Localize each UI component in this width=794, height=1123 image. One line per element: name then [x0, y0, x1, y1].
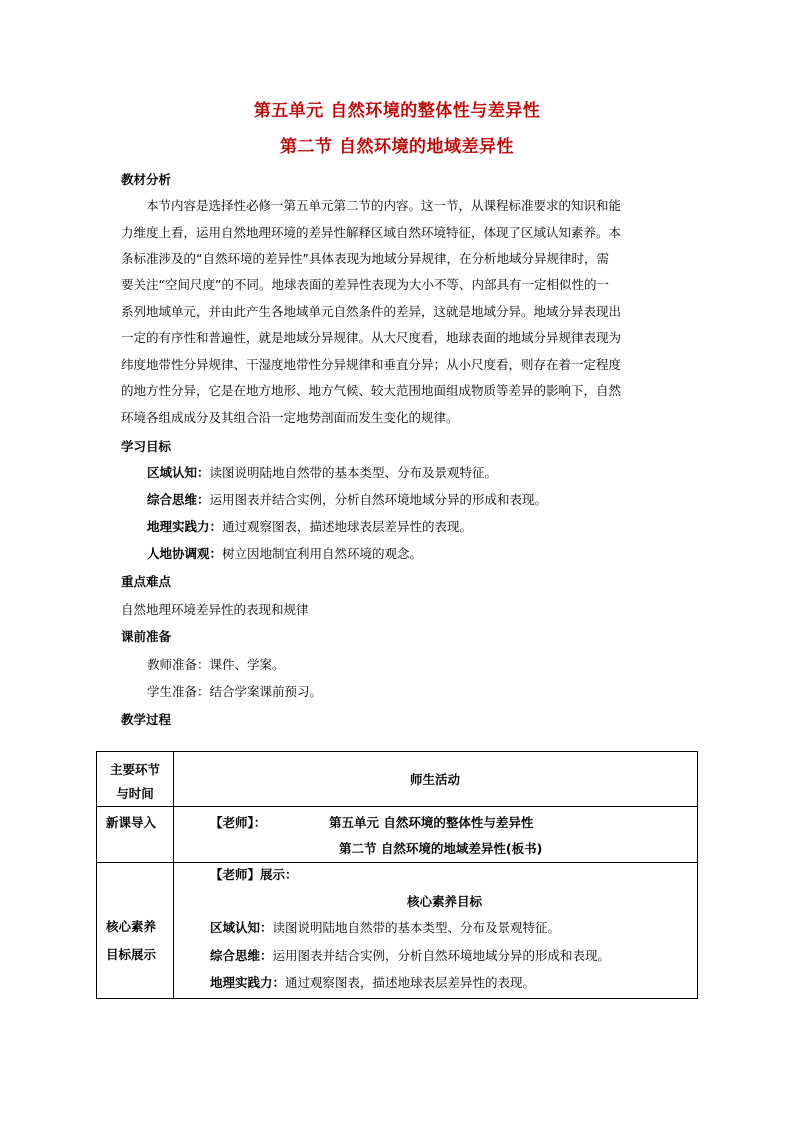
teacher-label: 【老师】：	[210, 815, 267, 830]
row-stage: 新课导入	[106, 815, 157, 830]
goal-label: 地理实践力：	[147, 519, 223, 534]
analysis-line: 系列地域单元，并由此产生各地域单元自然条件的差异，这就是地域分异。地域分异表现出	[121, 304, 622, 319]
row-line: 第二节 自然环境的地域差异性(板书)	[339, 841, 543, 856]
teacher-show-label: 【老师】展示：	[210, 867, 298, 882]
core-goal-item	[210, 918, 560, 936]
goal-item	[147, 490, 547, 508]
analysis-line: 力维度上看，运用自然地理环境的差异性解释区域自然环境特征，体现了区域认知素养。本	[121, 225, 622, 240]
teacher-label	[210, 865, 298, 883]
analysis-line: 环境各组成成分及其组合沿一定地势剖面而发生变化的规律。	[121, 410, 459, 425]
core-goal-text: 读图说明陆地自然带的基本类型、分布及景观特征。	[272, 920, 561, 935]
goal-label: 区域认知：	[147, 465, 210, 480]
key-heading: 重点难点	[121, 574, 172, 589]
goal-item	[147, 463, 497, 481]
key-text: 自然地理环境差异性的表现和规律	[121, 602, 309, 617]
row-stage-line1: 核心素养	[106, 919, 157, 934]
core-goal-text: 运用图表并结合实例，分析自然环境地域分异的形成和表现。	[272, 948, 611, 963]
header-activity: 师生活动	[409, 772, 460, 787]
header-stage-line2: 与时间	[116, 786, 154, 801]
goal-text: 运用图表并结合实例，分析自然环境地域分异的形成和表现。	[209, 492, 548, 507]
core-goal-label: 地理实践力：	[210, 975, 286, 990]
table-divider	[173, 752, 174, 998]
section-title: 第二节 自然环境的地域差异性	[280, 137, 514, 157]
table-divider	[97, 862, 697, 863]
prep-item: 教师准备：课件、学案。	[147, 657, 285, 672]
process-heading: 教学过程	[121, 712, 172, 727]
goals-heading: 学习目标	[121, 439, 172, 454]
process-table	[96, 751, 698, 999]
goal-label: 综合思维：	[147, 492, 210, 507]
core-goal-label: 综合思维：	[210, 948, 273, 963]
core-goal-item	[210, 946, 610, 964]
goal-text: 树立因地制宜利用自然环境的观念。	[222, 546, 423, 561]
goal-item	[147, 517, 472, 535]
goal-text: 读图说明陆地自然带的基本类型、分布及景观特征。	[209, 465, 498, 480]
analysis-line: 一定的有序性和普遍性，就是地域分异规律。从大尺度看，地球表面的地域分异规律表现为	[121, 330, 622, 345]
unit-title: 第五单元 自然环境的整体性与差异性	[253, 101, 541, 121]
analysis-heading: 教材分析	[121, 172, 172, 187]
analysis-line: 纬度地带性分异规律、干湿度地带性分异规律和垂直分异；从小尺度看，则存在着一定程度	[121, 357, 622, 372]
analysis-line: 要关注“空间尺度”的不同。地球表面的差异性表现为大小不等、内部具有一定相似性的一	[121, 277, 609, 292]
row-stage-line2: 目标展示	[106, 947, 157, 962]
analysis-line: 的地方性分异，它是在地方地形、地方气候、较大范围地面组成物质等差异的影响下，自然	[121, 383, 622, 398]
prep-item: 学生准备：结合学案课前预习。	[147, 684, 323, 699]
table-divider	[97, 806, 697, 807]
row-line: 第五单元 自然环境的整体性与差异性	[329, 815, 534, 830]
goal-label: 人地协调观：	[147, 546, 223, 561]
analysis-line: 本节内容是选择性必修一第五单元第二节的内容。这一节，从课程标准要求的知识和能	[146, 198, 622, 213]
core-goal-item	[210, 973, 535, 991]
core-goal-text: 通过观察图表，描述地球表层差异性的表现。	[285, 975, 536, 990]
prep-heading: 课前准备	[121, 629, 172, 644]
goal-item	[147, 544, 422, 562]
goal-text: 通过观察图表，描述地球表层差异性的表现。	[222, 519, 473, 534]
analysis-line: 条标准涉及的“自然环境的差异性”具体表现为地域分异规律，在分析地域分异规律时，需	[121, 251, 609, 266]
header-stage-line1: 主要环节	[109, 762, 160, 777]
core-goals-subtitle: 核心素养目标	[407, 894, 483, 909]
core-goal-label: 区域认知：	[210, 920, 273, 935]
